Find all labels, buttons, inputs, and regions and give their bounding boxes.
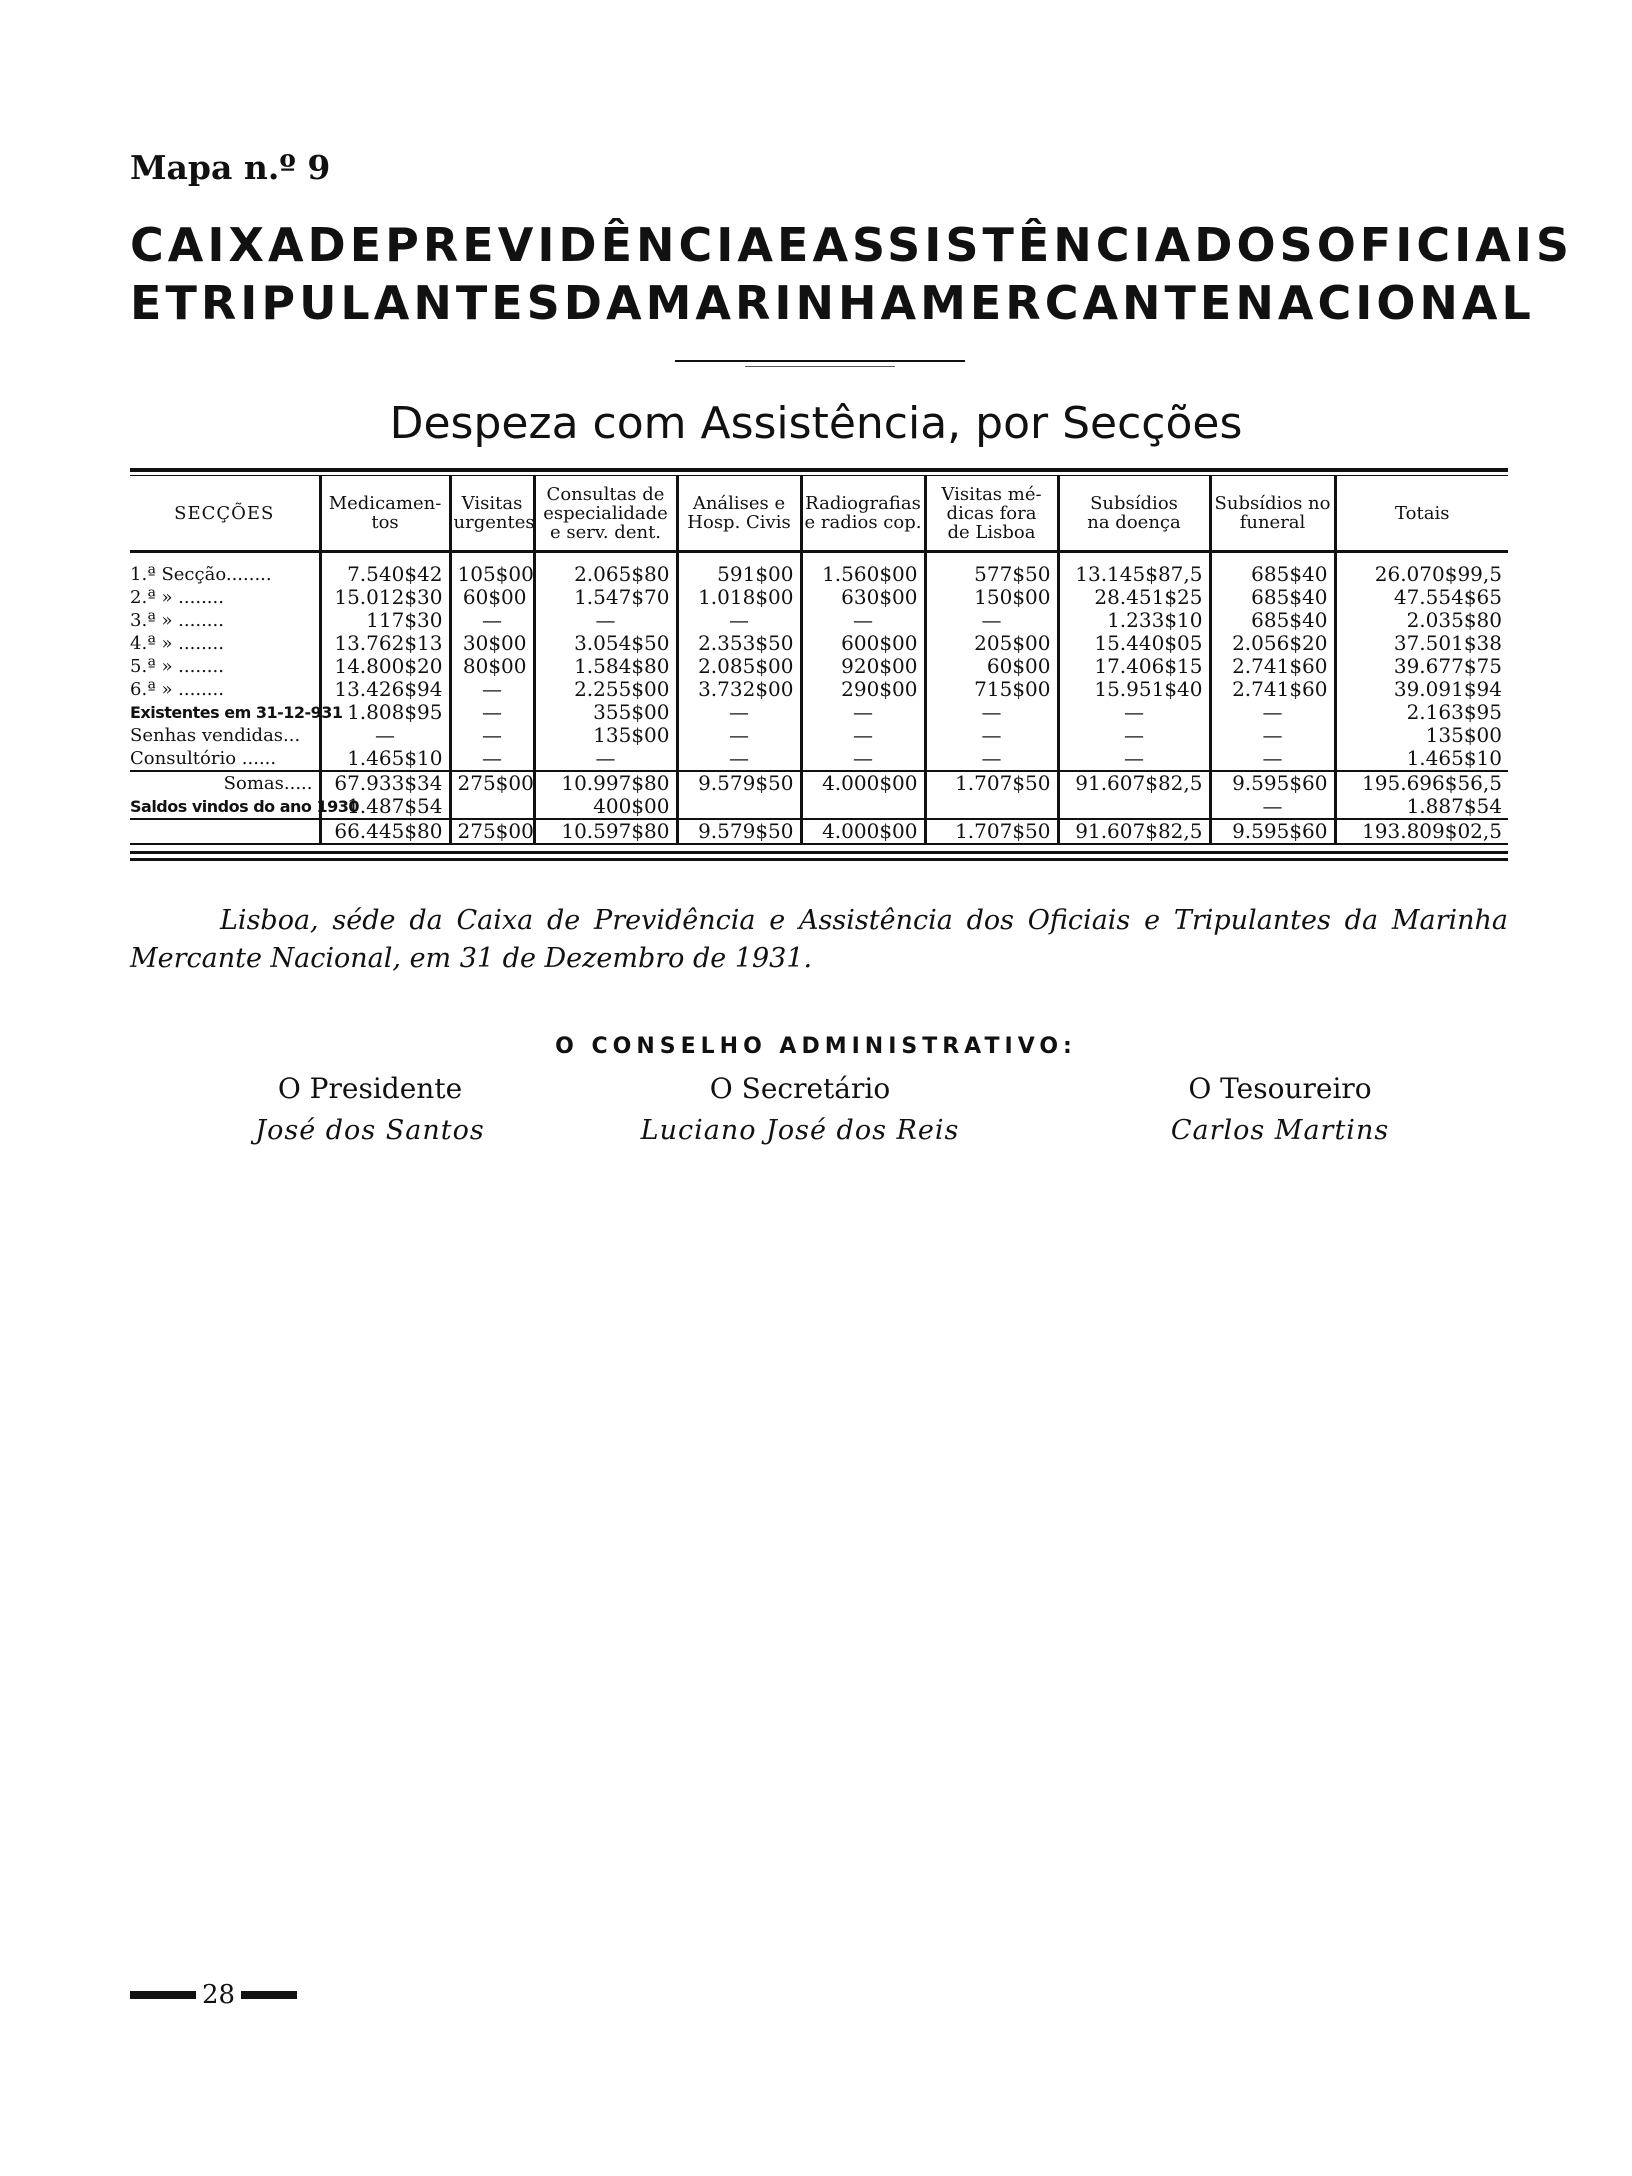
title-divider (675, 360, 965, 362)
table-cell: 28.451$25 (1058, 586, 1210, 609)
table-cell: 400$00 (534, 795, 677, 819)
table-cell: 2.163$95 (1335, 701, 1508, 724)
table-cell: 9.595$60 (1210, 771, 1335, 795)
row-label: Existentes em 31-12-931 (130, 703, 343, 722)
table-cell: — (1210, 795, 1335, 819)
title-word: ASSISTÊNCIA (812, 218, 1195, 272)
signature-treasurer (1130, 1068, 1430, 1152)
title-word: DOS (1194, 218, 1317, 272)
table-cell: 4.000$00 (801, 771, 925, 795)
title-word: E (777, 218, 813, 272)
column-header: Consultas de especialidade e serv. dent. (534, 476, 677, 552)
table-cell: 2.741$60 (1210, 678, 1335, 701)
table-cell: — (925, 701, 1058, 724)
table-cell: — (677, 609, 801, 632)
row-label: 1.ª Secção........ (130, 564, 272, 585)
table-row (130, 586, 1508, 609)
table-cell: 577$50 (925, 552, 1058, 587)
table-cell: 205$00 (925, 632, 1058, 655)
table-cell: 26.070$99,5 (1335, 552, 1508, 587)
title-word: MARINHA (645, 276, 921, 330)
table-cell: 275$00 (450, 771, 534, 795)
table-cell: 13.426$94 (320, 678, 450, 701)
column-header: Subsídios na doença (1058, 476, 1210, 552)
column-header: Totais (1335, 476, 1508, 552)
table-cell: 37.501$38 (1335, 632, 1508, 655)
table-cell: — (677, 724, 801, 747)
title-line-1 (130, 218, 1574, 272)
table-cell: 355$00 (534, 701, 677, 724)
closing-statement: Lisboa, séde da Caixa de Previdência e Assistência dos Oficiais e Tripulantes da Marinha Mercante Nacional, em 31 de Dezembro de 1931. (130, 905, 1508, 974)
table-cell: — (1210, 724, 1335, 747)
signature-president (220, 1068, 520, 1152)
table-cell: 2.065$80 (534, 552, 677, 587)
table-cell: 135$00 (1335, 724, 1508, 747)
column-header: Análises e Hosp. Civis (677, 476, 801, 552)
table-cell: 1.465$10 (1335, 747, 1508, 771)
table-bottom-rules (130, 851, 1508, 861)
table-row (130, 724, 1508, 747)
table-cell: — (450, 724, 534, 747)
row-label: Somas..... (130, 771, 320, 795)
table-cell: 9.579$50 (677, 819, 801, 844)
table-cell: 15.440$05 (1058, 632, 1210, 655)
table-cell: 150$00 (925, 586, 1058, 609)
table-cell: — (1210, 747, 1335, 771)
table-cell: 275$00 (450, 819, 534, 844)
table-cell: — (450, 609, 534, 632)
table-cell: 1.233$10 (1058, 609, 1210, 632)
table-cell: 1.584$80 (534, 655, 677, 678)
row-label: Senhas vendidas... (130, 725, 301, 746)
title-word: E (130, 276, 166, 330)
title-word: NACIONAL (1235, 276, 1535, 330)
table-cell: — (450, 747, 534, 771)
table-cell: 290$00 (801, 678, 925, 701)
table-bottom-rule (130, 858, 1508, 861)
table-cell: 630$00 (801, 586, 925, 609)
table-row (130, 655, 1508, 678)
signatory-name: Luciano José dos Reis (640, 1115, 960, 1146)
table-bottom-rule (130, 851, 1508, 854)
table-cell: — (450, 678, 534, 701)
table-cell: 13.145$87,5 (1058, 552, 1210, 587)
table-cell: 60$00 (450, 586, 534, 609)
table-cell: — (534, 609, 677, 632)
table-cell (450, 795, 534, 819)
table-cell: 1.707$50 (925, 819, 1058, 844)
title-word: DE (307, 218, 386, 272)
table-cell: 2.035$80 (1335, 609, 1508, 632)
column-header: Radiografias e radios cop. (801, 476, 925, 552)
table-cell: 15.951$40 (1058, 678, 1210, 701)
table-cell: 2.353$50 (677, 632, 801, 655)
column-header-seccoes: SECÇÕES (130, 476, 320, 552)
table-row (130, 678, 1508, 701)
table-row (130, 552, 1508, 587)
signatory-name: José dos Santos (255, 1115, 485, 1146)
table-cell: 47.554$65 (1335, 586, 1508, 609)
row-label: 2.ª » ........ (130, 587, 224, 608)
row-label (130, 819, 320, 844)
table-cell: 60$00 (925, 655, 1058, 678)
table-cell: 2.085$00 (677, 655, 801, 678)
row-label: 6.ª » ........ (130, 679, 224, 700)
table-cell: 2.255$00 (534, 678, 677, 701)
table-cell: 1.547$70 (534, 586, 677, 609)
title-word: OFICIAIS (1316, 218, 1574, 272)
table-cell: — (801, 724, 925, 747)
table-cell: 2.056$20 (1210, 632, 1335, 655)
table-cell: 685$40 (1210, 552, 1335, 587)
table-cell: — (925, 609, 1058, 632)
title-word: PREVIDÊNCIA (385, 218, 778, 272)
signatory-name: Carlos Martins (1170, 1115, 1390, 1146)
page-number-bar (241, 1991, 297, 1999)
table-cell: — (925, 724, 1058, 747)
signatory-role: O Presidente (277, 1072, 463, 1105)
column-header: Medicamen- tos (320, 476, 450, 552)
column-header: Visitas urgentes (450, 476, 534, 552)
table-cell: 3.054$50 (534, 632, 677, 655)
table-cell: 685$40 (1210, 609, 1335, 632)
table-cell: 10.597$80 (534, 819, 677, 844)
page-number (130, 1980, 297, 2010)
page-number-text: 28 (202, 1980, 236, 2010)
table-cell: — (925, 747, 1058, 771)
map-number: Mapa n.º 9 (130, 148, 331, 187)
table-cell: — (1058, 701, 1210, 724)
title-line-2 (130, 276, 1535, 330)
table-cell: 920$00 (801, 655, 925, 678)
table-cell: 1.018$00 (677, 586, 801, 609)
table-row (130, 609, 1508, 632)
signatory-role: O Secretário (709, 1072, 891, 1105)
table-cell: 39.091$94 (1335, 678, 1508, 701)
table-cell: — (677, 701, 801, 724)
table-cell: 1.808$95 (320, 701, 450, 724)
table-cell: — (450, 701, 534, 724)
table-cell: 135$00 (534, 724, 677, 747)
table-cell: — (677, 747, 801, 771)
expense-table (130, 476, 1508, 845)
table-cell: — (1210, 701, 1335, 724)
table-cell: 685$40 (1210, 586, 1335, 609)
table-cell (925, 795, 1058, 819)
column-header: Subsídios no funeral (1210, 476, 1335, 552)
table-cell: 91.607$82,5 (1058, 771, 1210, 795)
council-heading: O CONSELHO ADMINISTRATIVO: (555, 1034, 1077, 1059)
table-cell: 1.560$00 (801, 552, 925, 587)
table-row (130, 632, 1508, 655)
table-cell: 1.887$54 (1335, 795, 1508, 819)
table-cell: 30$00 (450, 632, 534, 655)
signatory-role: O Tesoureiro (1188, 1072, 1372, 1105)
table-cell: 67.933$34 (320, 771, 450, 795)
title-word: CAIXA (130, 218, 308, 272)
table-cell: — (320, 724, 450, 747)
table-cell: 105$00 (450, 552, 534, 587)
table-row (130, 701, 1508, 724)
table-cell: 80$00 (450, 655, 534, 678)
table-row-final-totals (130, 819, 1508, 844)
title-word: MERCANTE (920, 276, 1236, 330)
column-header: Visitas mé- dicas fora de Lisboa (925, 476, 1058, 552)
table-subtitle: Despeza com Assistência, por Secções (389, 398, 1243, 449)
signature-secretary (630, 1068, 970, 1152)
table-cell: 13.762$13 (320, 632, 450, 655)
title-word: DA (563, 276, 646, 330)
table-cell: 715$00 (925, 678, 1058, 701)
row-label: 5.ª » ........ (130, 656, 224, 677)
table-cell (801, 795, 925, 819)
table-cell: 39.677$75 (1335, 655, 1508, 678)
table-row-saldos (130, 795, 1508, 819)
page-number-bar (130, 1991, 196, 1999)
table-cell: 10.997$80 (534, 771, 677, 795)
table-cell: 195.696$56,5 (1335, 771, 1508, 795)
row-label: Saldos vindos do ano 1930 (130, 797, 359, 816)
table-cell: 1.487$54 (320, 795, 450, 819)
table-cell: 15.012$30 (320, 586, 450, 609)
table-cell: 14.800$20 (320, 655, 450, 678)
table-cell: — (801, 609, 925, 632)
table-cell: 3.732$00 (677, 678, 801, 701)
table-cell: 591$00 (677, 552, 801, 587)
title-word: TRIPULANTES (165, 276, 564, 330)
table-cell: — (1058, 747, 1210, 771)
row-label: 3.ª » ........ (130, 610, 224, 631)
table-cell: — (801, 747, 925, 771)
table-cell (1058, 795, 1210, 819)
table-cell: — (801, 701, 925, 724)
table-cell: 66.445$80 (320, 819, 450, 844)
table-cell: 193.809$02,5 (1335, 819, 1508, 844)
table-cell: 7.540$42 (320, 552, 450, 587)
table-cell: 91.607$82,5 (1058, 819, 1210, 844)
table-cell: 17.406$15 (1058, 655, 1210, 678)
table-row-somas (130, 771, 1508, 795)
expense-table-container (130, 468, 1508, 861)
row-label: Consultório ...... (130, 748, 277, 769)
table-row (130, 747, 1508, 771)
table-top-rule (130, 468, 1508, 472)
table-cell: — (1058, 724, 1210, 747)
table-cell (677, 795, 801, 819)
table-cell: 4.000$00 (801, 819, 925, 844)
table-cell: 1.707$50 (925, 771, 1058, 795)
table-header-row (130, 476, 1508, 552)
table-cell: 9.595$60 (1210, 819, 1335, 844)
table-cell: 2.741$60 (1210, 655, 1335, 678)
table-cell: 1.465$10 (320, 747, 450, 771)
title-divider-thin (745, 366, 895, 367)
row-label: 4.ª » ........ (130, 633, 224, 654)
table-cell: — (534, 747, 677, 771)
table-cell: 117$30 (320, 609, 450, 632)
table-cell: 9.579$50 (677, 771, 801, 795)
table-cell: 600$00 (801, 632, 925, 655)
